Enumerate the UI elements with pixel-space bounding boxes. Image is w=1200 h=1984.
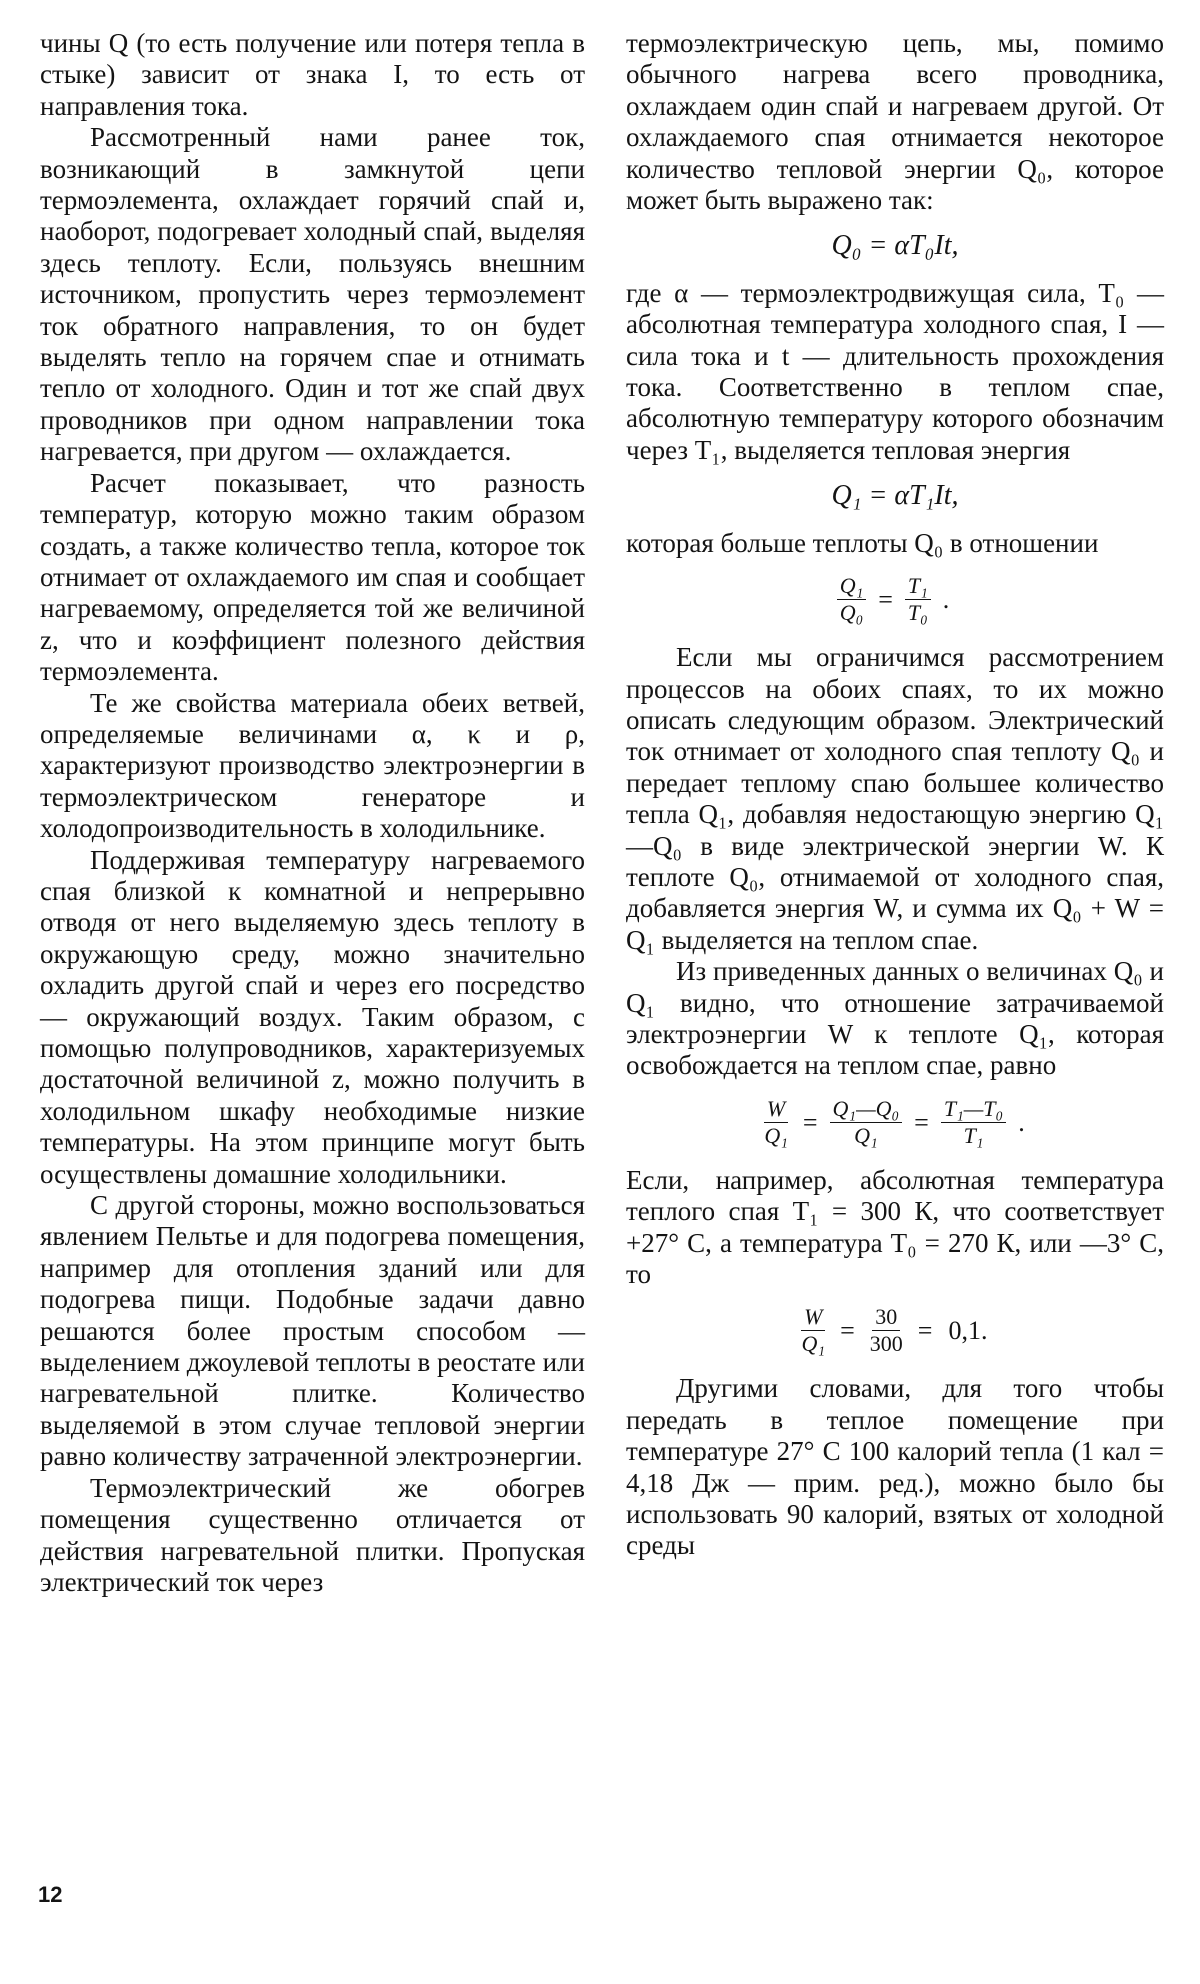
fraction — [799, 1304, 829, 1357]
fraction — [867, 1304, 906, 1357]
formula-ratio — [626, 573, 1164, 626]
paragraph: которая больше теплоты Q₀ в отношении — [626, 527, 1099, 558]
paragraph: Расчет показывает, что разность температур, которую можно таким образом создать, а также количество тепла, которое ток отнимает от охлаждаемого им спая и сообщает нагреваемому, определяется той же величиной z, что и коэффициент полезного действия термоэлемента. — [40, 467, 585, 687]
numerator: W — [764, 1096, 788, 1123]
paragraph: Если мы ограничимся рассмотрением процессов на обоих спаях, то их можно описать следующим образом. Электрический ток отнимает от холодного спая теплоту Q₀ и передает теплому спаю большее количество тепла Q₁, добавляя недостающую энергию Q₁—Q₀ в виде электрической энергии W. К теплоте Q₀, отнимаемой от холодного спая, добавляется энергия W, и сумма их Q₀ + W = Q₁ выделяется на теплом спае. — [626, 642, 1164, 955]
formula-efficiency — [626, 1096, 1164, 1149]
paragraph: где α — термоэлектродвижущая сила, T₀ — абсолютная температура холодного спая, I — сила тока и t — длительность прохождения тока. Соответственно в теплом спае, абсолютную температуру которого обозначим через T₁, выделяется тепловая энергия — [626, 277, 1164, 465]
numerator: Q₁—Q₀ — [830, 1096, 903, 1123]
equals-sign: = — [802, 1107, 818, 1137]
paragraph: чины Q (то есть получение или потеря тепла в стыке) зависит от знака I, то есть от направления тока. — [40, 28, 585, 121]
paragraph: Из приведенных данных о величинах Q₀ и Q₁ видно, что отношение затрачиваемой электроэнергии W к теплоте Q₁, которая освобождается на теплом спае, равно — [626, 956, 1164, 1081]
right-column — [626, 28, 1164, 1562]
left-column — [40, 28, 585, 1598]
paragraph: Рассмотренный нами ранее ток, возникающий в замкнутой цепи термоэлемента, охлаждает горячий спай и, наоборот, подогревает холодный спай, выделяя здесь теплоту. Если, пользуясь внешним источником, пропустить через термоэлемент ток обратного направления, то он будет выделять тепло на горячем спае и отнимать тепло от холодного. Один и тот же спай двух проводников при одном направлении тока нагревается, при другом — охлаждается. — [40, 122, 585, 467]
fraction — [941, 1096, 1006, 1149]
paragraph: Если, например, абсолютная температура теплого спая T₁ = 300 К, что соответствует +27° С, а температура T₀ = 270 К, или —3° С, то — [626, 1164, 1164, 1289]
denominator: T₁ — [963, 1122, 984, 1148]
equals-sign: = — [840, 1316, 855, 1346]
denominator: 300 — [869, 1331, 903, 1357]
page-number: 12 — [38, 1882, 63, 1907]
denominator: Q₀ — [839, 600, 864, 626]
numerator: Q₁ — [837, 573, 867, 600]
paragraph: Те же свойства материала обеих ветвей, определяемые величинами α, κ и ρ, характеризуют производство электроэнергии в термоэлектрическом генераторе и холодопроизводительность в холодильнике. — [40, 687, 585, 844]
formula-numeric — [626, 1304, 1164, 1357]
result-value: 0,1. — [948, 1316, 988, 1346]
paragraph: Поддерживая температуру нагреваемого спая близкой к комнатной и непрерывно отводя от него выделяемую здесь теплоту в окружающую среду, можно значительно охладить другой спай и через его посредство — окружающий воздух. Таким образом, с помощью полупроводников, характеризуемых достаточной величиной z, можно получить в холодильном шкафу необходимые низкие температуры. На этом принципе могут быть осуществлены домашние холодильники. — [40, 844, 585, 1189]
equals-sign: = — [878, 584, 893, 614]
formula-q1: Q₁ = αT₁It, — [831, 480, 959, 512]
paragraph: Другими словами, для того чтобы передать в теплое помещение при температуре 27° С 100 калорий тепла (1 кал = 4,18 Дж — прим. ред.), можно было бы использовать 90 калорий, взятых от холодной среды — [626, 1373, 1164, 1561]
denominator: T₀ — [907, 600, 928, 626]
numerator: T₁—T₀ — [941, 1096, 1006, 1123]
denominator: Q₁ — [801, 1331, 826, 1357]
fraction — [761, 1096, 791, 1149]
equals-sign: = — [914, 1107, 929, 1137]
period: . — [942, 584, 950, 614]
fraction — [905, 573, 931, 626]
paragraph: Термоэлектрический же обогрев помещения существенно отличается от действия нагревательной плитки. Пропуская электрический ток через — [40, 1472, 585, 1597]
formula-q0: Q₀ = αT₀It, — [831, 230, 959, 262]
fraction — [837, 573, 867, 626]
paragraph: термоэлектрическую цепь, мы, помимо обычного нагрева всего проводника, охлаждаем один спай и нагреваем другой. От охлаждаемого спая отнимается некоторое количество тепловой энергии Q₀, которое может быть выражено так: — [626, 28, 1164, 216]
numerator: W — [801, 1304, 825, 1331]
period: . — [1018, 1107, 1025, 1137]
fraction — [830, 1096, 903, 1149]
paragraph: С другой стороны, можно воспользоваться явлением Пельтье и для подогрева помещения, например для отопления зданий или для подогрева пищи. Подобные задачи давно решаются более простым способом — выделением джоулевой теплоты в реостате или нагревательной плитке. Количество выделяемой в этом случае тепловой энергии равно количеству затраченной электроэнергии. — [40, 1190, 586, 1472]
denominator: Q₁ — [764, 1122, 788, 1148]
denominator: Q₁ — [854, 1122, 878, 1148]
numerator: 30 — [872, 1304, 900, 1331]
equals-sign: = — [917, 1316, 933, 1346]
numerator: T₁ — [905, 573, 931, 600]
